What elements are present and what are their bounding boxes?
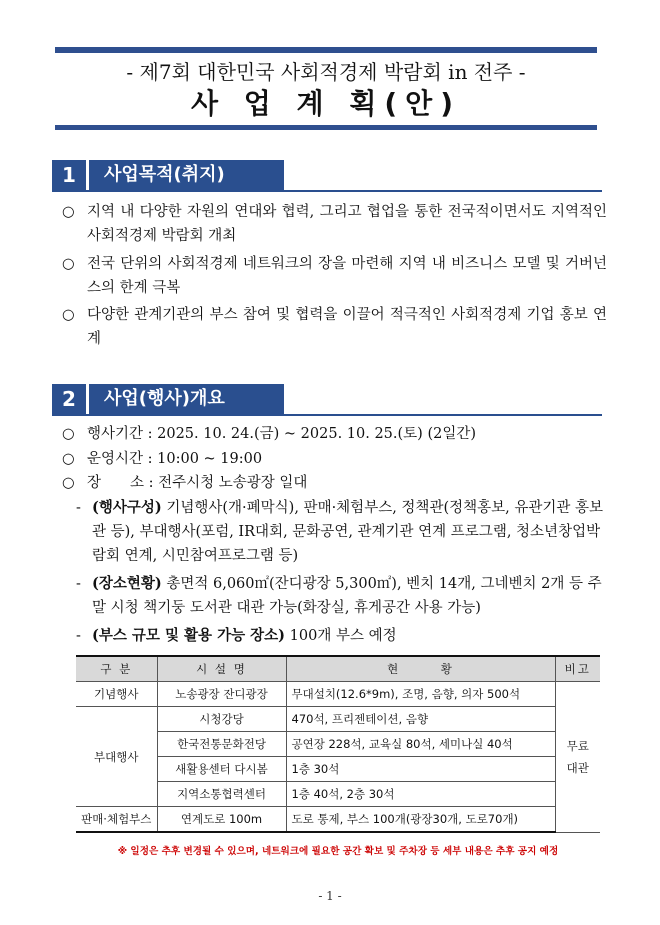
detail-label: (장소현황) (92, 575, 162, 592)
row-status: 470석, 프리젠테이션, 음향 (286, 707, 555, 732)
section-title: 사업목적(취지) (89, 160, 284, 190)
schedule-change-note: ※ 일정은 추후 변경될 수 있으며, 네트워크에 필요한 공간 확보 및 주차장 등 세부 내용은 추후 공지 예정 (117, 846, 559, 857)
circle-bullet-icon: ○ (62, 475, 75, 491)
col-header-status: 현 황 (286, 656, 555, 682)
header-bottom-bar (55, 125, 597, 130)
section-number: 2 (52, 384, 86, 414)
row-category: 부대행사 (76, 707, 157, 807)
detail-text: 기념행사(개·폐막식), 판매·체험부스, 정책관(정책홍보, 유관기관 홍보관 등), 부대행사(포럼, IR대회, 문화공연, 관계기관 연계 프로그램, 청소년창업박람회 연계, 시민참여프로그램 등) (92, 500, 603, 564)
row-facility: 시청강당 (157, 707, 286, 732)
detail-venue-status (76, 572, 606, 620)
row-status: 1층 30석 (286, 757, 555, 782)
detail-event-composition (76, 496, 606, 568)
page-number: - 1 - (318, 889, 342, 903)
overview-bullet-period: ○ 행사기간 : 2025. 10. 24.(금) ~ 2025. 10. 25.(토) (2일간) (62, 422, 607, 446)
overview-bullet-location: ○ 장 소 : 전주시청 노송광장 일대 (62, 471, 607, 495)
section-underline (52, 190, 602, 192)
row-facility: 새활용센터 다시봄 (157, 757, 286, 782)
table-header-row (76, 656, 600, 682)
table-row (76, 707, 600, 732)
circle-bullet-icon: ○ (62, 426, 75, 442)
header-top-bar (55, 47, 597, 53)
row-category: 기념행사 (76, 682, 157, 707)
detail-text: 총면적 6,060㎡(잔디광장 5,300㎡), 벤치 14개, 그네벤치 2개 등 주말 시청 책기둥 도서관 대관 가능(화장실, 휴게공간 사용 가능) (92, 576, 602, 616)
row-note: 무료 대관 (555, 682, 600, 833)
col-header-category: 구 분 (76, 656, 157, 682)
purpose-bullet: ○ 지역 내 다양한 자원의 연대와 협력, 그리고 협업을 통한 전국적이면서도 지역적인 사회적경제 박람회 개최 (62, 200, 607, 248)
section-title: 사업(행사)개요 (89, 384, 284, 414)
document-subtitle: - 제7회 대한민국 사회적경제 박람회 in 전주 - (126, 60, 526, 84)
detail-text: 100개 부스 예정 (285, 628, 397, 644)
detail-label: (행사구성) (92, 499, 162, 516)
dash-bullet: - (76, 628, 81, 644)
purpose-bullet: ○ 다양한 관계기관의 부스 참여 및 협력을 이끌어 적극적인 사회적경제 기업 홍보 연계 (62, 303, 607, 351)
col-header-note: 비고 (555, 656, 600, 682)
section-underline (52, 414, 602, 416)
row-category: 판매·체험부스 (76, 807, 157, 833)
document-title: 사 업 계 획(안) (190, 87, 462, 120)
row-facility: 지역소통협력센터 (157, 782, 286, 807)
circle-bullet-icon: ○ (62, 204, 75, 220)
row-facility: 연계도로 100m (157, 807, 286, 833)
facility-table (76, 655, 600, 833)
row-status: 1층 40석, 2층 30석 (286, 782, 555, 807)
col-header-facility: 시 설 명 (157, 656, 286, 682)
circle-bullet-icon: ○ (62, 307, 75, 323)
dash-bullet: - (76, 500, 81, 516)
detail-label: (부스 규모 및 활용 가능 장소) (92, 627, 286, 644)
row-status: 무대설치(12.6*9m), 조명, 음향, 의자 500석 (286, 682, 555, 707)
row-facility: 노송광장 잔디광장 (157, 682, 286, 707)
circle-bullet-icon: ○ (62, 256, 75, 272)
overview-bullet-hours: ○ 운영시간 : 10:00 ~ 19:00 (62, 447, 607, 471)
section-number: 1 (52, 160, 86, 190)
detail-booth-scale (76, 624, 606, 648)
row-status: 도로 통제, 부스 100개(광장30개, 도로70개) (286, 807, 555, 833)
table-row (76, 682, 600, 707)
circle-bullet-icon: ○ (62, 451, 75, 467)
row-facility: 한국전통문화전당 (157, 732, 286, 757)
dash-bullet: - (76, 576, 81, 592)
table-row (76, 807, 600, 833)
row-status: 공연장 228석, 교육실 80석, 세미나실 40석 (286, 732, 555, 757)
purpose-bullet: ○ 전국 단위의 사회적경제 네트워크의 장을 마련해 지역 내 비즈니스 모델 및 거버넌스의 한계 극복 (62, 252, 607, 300)
